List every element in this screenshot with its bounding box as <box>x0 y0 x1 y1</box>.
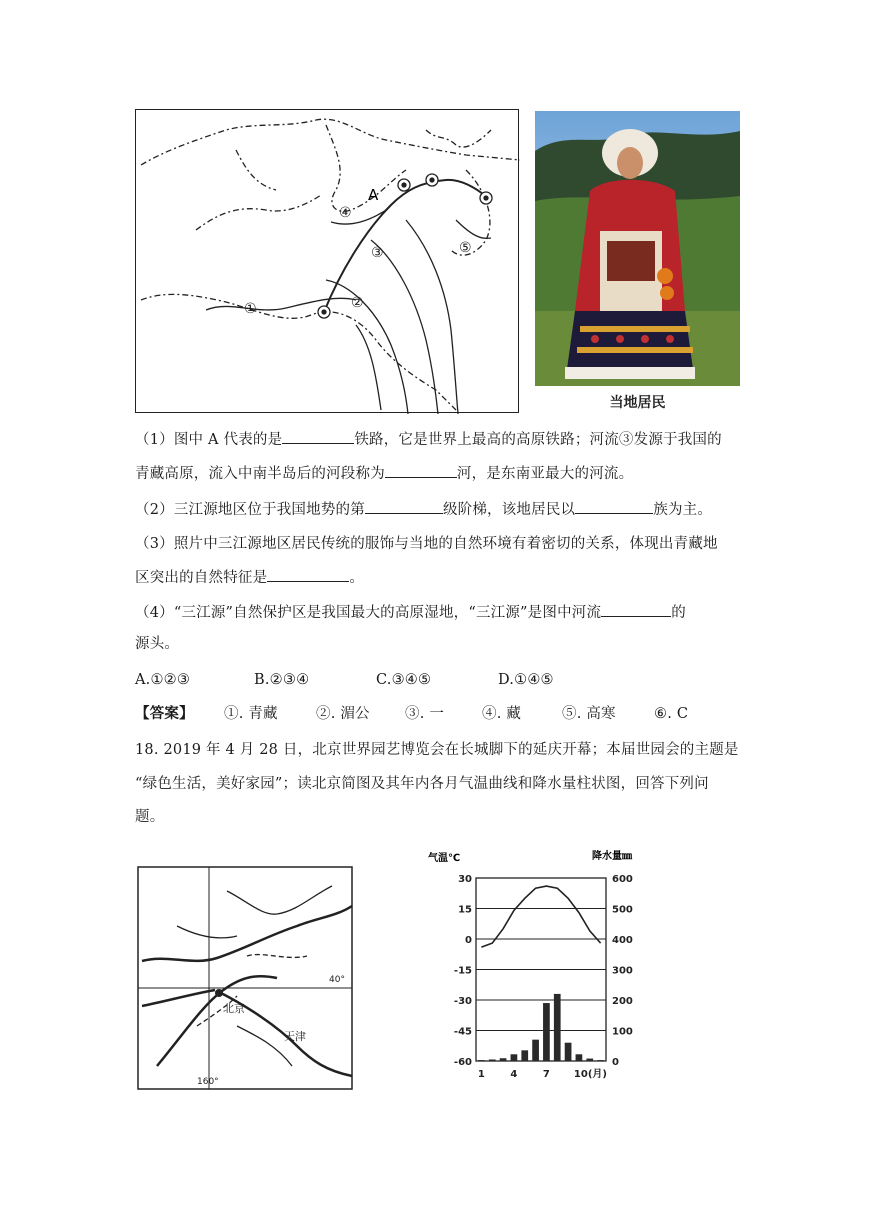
river-label-1: ① <box>244 301 257 317</box>
precipitation-bar <box>543 1003 550 1061</box>
question-4-line-1 <box>135 602 686 623</box>
q2-text-a: （2）三江源地区位于我国地势的第 <box>135 502 365 518</box>
climate-chart <box>418 845 658 1085</box>
question-1-line-2 <box>135 463 633 484</box>
question-3-line-1 <box>135 534 718 554</box>
temperature-tick-label: -15 <box>453 965 472 977</box>
beijing-label: 北京 <box>223 1002 245 1015</box>
qinghai-tibet-map <box>135 109 519 413</box>
answer-item-5: ⑤. 高寒 <box>562 706 616 722</box>
month-tick-label: 1 <box>477 1069 485 1080</box>
precipitation-tick-label: 0 <box>612 1057 619 1068</box>
precipitation-bar <box>586 1059 593 1061</box>
temperature-axis-label: 气温℃ <box>428 853 461 864</box>
answer-blank-4 <box>575 499 653 514</box>
question-2-line <box>135 499 712 520</box>
precipitation-bar <box>478 1060 485 1061</box>
precipitation-bar <box>554 994 561 1061</box>
answer-item-2: ②. 湄公 <box>316 706 370 722</box>
q3-text-c: 。 <box>349 570 365 586</box>
question-4-line-2 <box>135 634 179 654</box>
precipitation-axis-label: 降水量㎜ <box>592 851 632 862</box>
precipitation-bar <box>597 1060 604 1061</box>
q3-text-a: （3）照片中三江源地区居民传统的服饰与当地的自然环境有着密切的关系，体现出青藏地 <box>135 536 718 552</box>
question-18-line-2: “绿色生活，美好家园”；读北京简图及其年内各月气温曲线和降水量柱状图，回答下列问 <box>135 776 709 792</box>
option-b: B.②③④ <box>254 672 310 688</box>
railway-label-a: A <box>368 186 379 204</box>
answer-blank-5 <box>267 567 349 582</box>
month-tick-label: 7 <box>542 1069 550 1080</box>
question-3-line-2 <box>135 567 364 588</box>
precipitation-bar <box>576 1054 583 1061</box>
question-18-line-1: 18. 2019 年 4 月 28 日，北京世界园艺博览会在长城脚下的延庆开幕；本届世园会的主题是 <box>135 742 739 758</box>
temperature-tick-label: -45 <box>453 1026 472 1038</box>
temperature-tick-label: 30 <box>458 874 472 885</box>
precipitation-tick-label: 400 <box>612 935 633 946</box>
river-label-5: ⑤ <box>459 240 472 256</box>
answer-line <box>135 704 194 724</box>
q4-text-b: 的 <box>671 605 686 621</box>
precipitation-tick-label: 100 <box>612 1026 633 1038</box>
option-a: A.①②③ <box>135 672 191 688</box>
temperature-tick-label: 0 <box>465 935 472 946</box>
precipitation-bar <box>489 1059 496 1061</box>
temperature-tick-label: 15 <box>458 904 472 916</box>
q1-text-d: 河，是东南亚最大的河流。 <box>456 466 634 482</box>
answer-item-4: ④. 藏 <box>482 706 522 722</box>
answer-blank-3 <box>365 499 443 514</box>
photo-caption: 当地居民 <box>609 395 666 411</box>
q1-text-b: 铁路，它是世界上最高的高原铁路；河流③发源于我国的 <box>354 432 722 448</box>
longitude-label: 160° <box>197 1077 219 1087</box>
question-18-line-3: 题。 <box>135 809 165 825</box>
month-tick-label: 10(月) <box>573 1069 607 1080</box>
q4-text-a: （4）“三江源”自然保护区是我国最大的高原湿地，“三江源”是图中河流 <box>135 605 602 621</box>
answer-blank-2 <box>385 463 457 478</box>
latitude-label: 40° <box>329 975 345 985</box>
answer-label: 【答案】 <box>135 705 194 722</box>
precipitation-bar <box>521 1050 528 1061</box>
q2-text-c: 族为主。 <box>653 502 713 518</box>
beijing-map <box>137 866 353 1090</box>
answer-blank-1 <box>282 429 354 444</box>
river-label-3: ③ <box>371 245 384 261</box>
precipitation-bar <box>565 1043 572 1061</box>
answer-blank-6 <box>601 602 671 617</box>
q1-text-a: （1）图中 A 代表的是 <box>135 432 283 448</box>
precipitation-tick-label: 300 <box>612 965 633 977</box>
option-d: D.①④⑤ <box>498 672 554 688</box>
temperature-curve <box>481 886 600 947</box>
q3-text-b: 区突出的自然特征是 <box>135 570 268 586</box>
q2-text-b: 级阶梯，该地居民以 <box>442 502 576 518</box>
local-resident-photo <box>535 111 740 386</box>
river-label-4: ④ <box>339 205 352 221</box>
river-label-2: ② <box>351 295 364 311</box>
precipitation-tick-label: 600 <box>612 874 633 885</box>
precipitation-tick-label: 200 <box>612 996 633 1007</box>
precipitation-bar <box>500 1058 507 1061</box>
q4-text-c: 源头。 <box>135 636 180 652</box>
precipitation-bar <box>532 1040 539 1061</box>
precipitation-tick-label: 500 <box>612 904 633 916</box>
temperature-tick-label: -60 <box>453 1057 472 1068</box>
month-tick-label: 4 <box>510 1069 518 1080</box>
tianjin-label: 天津 <box>284 1030 306 1043</box>
question-1-line-1 <box>135 429 722 450</box>
answer-item-6: ⑥. C <box>654 706 689 722</box>
photo-illustration <box>535 111 740 386</box>
beijing-map-drawing <box>137 866 353 1090</box>
temperature-tick-label: -30 <box>453 996 472 1007</box>
option-c: C.③④⑤ <box>376 672 432 688</box>
precipitation-bar <box>511 1054 518 1061</box>
map-drawing <box>136 110 520 414</box>
climate-chart-svg <box>418 845 658 1085</box>
q1-text-c: 青藏高原，流入中南半岛后的河段称为 <box>135 466 385 482</box>
answer-item-3: ③. 一 <box>405 706 445 722</box>
answer-item-1: ①. 青藏 <box>224 706 278 722</box>
